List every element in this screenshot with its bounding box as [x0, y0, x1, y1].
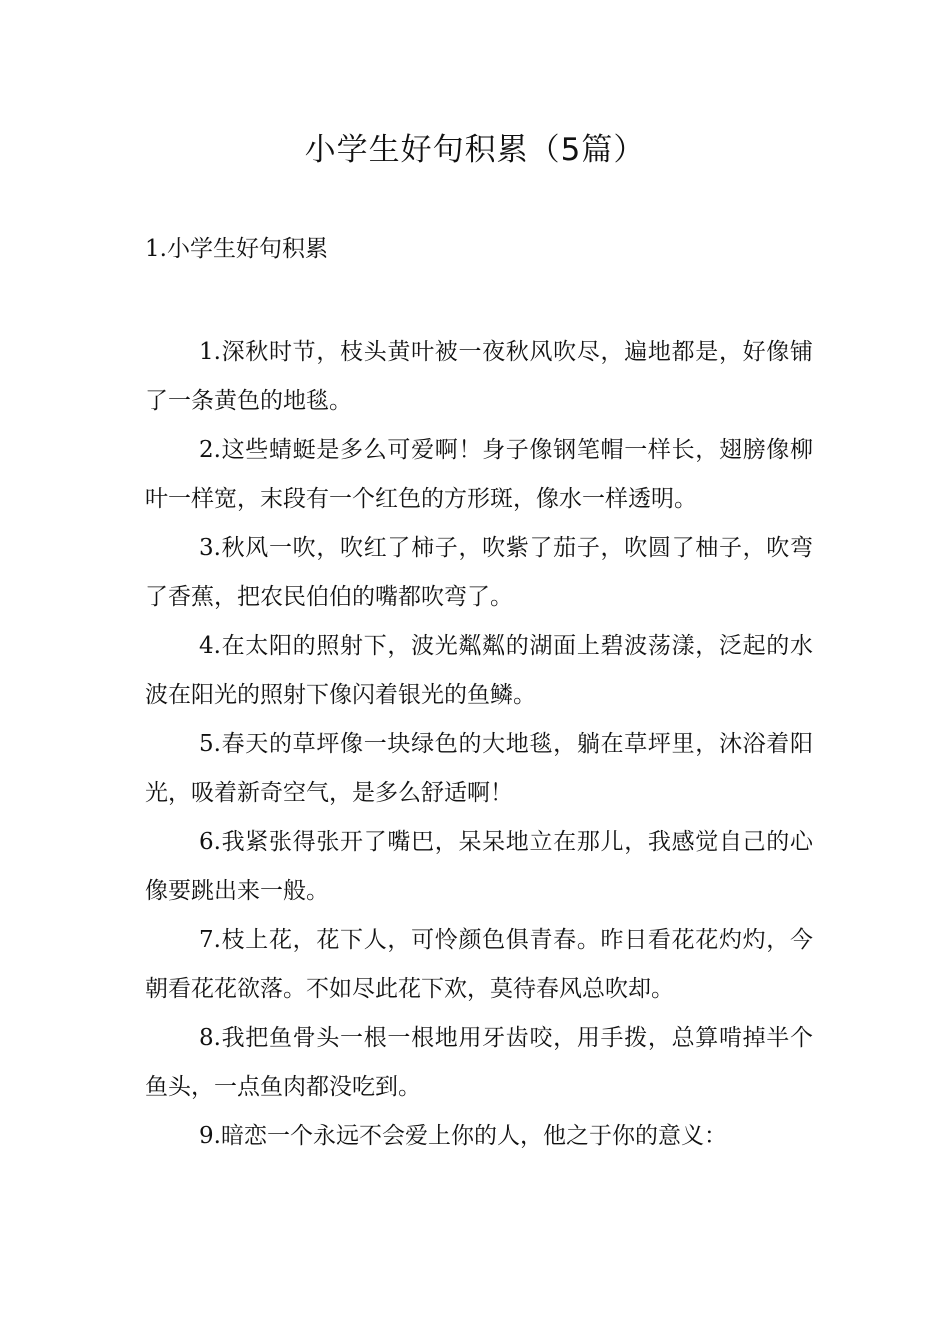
sentence-list: [145, 328, 813, 1161]
sentence-item: 1.深秋时节，枝头黄叶被一夜秋风吹尽，遍地都是，好像铺了一条黄色的地毯。: [145, 339, 813, 414]
sentence-item: 6.我紧张得张开了嘴巴，呆呆地立在那儿，我感觉自己的心像要跳出来一般。: [145, 829, 813, 904]
sentence-item: 8.我把鱼骨头一根一根地用牙齿咬，用手拨，总算啃掉半个鱼头，一点鱼肉都没吃到。: [145, 1025, 813, 1100]
sentence-item: 4.在太阳的照射下，波光粼粼的湖面上碧波荡漾，泛起的水波在阳光的照射下像闪着银光的鱼鳞。: [145, 633, 813, 708]
sentence-item: 7.枝上花，花下人，可怜颜色俱青春。昨日看花花灼灼，今朝看花花欲落。不如尽此花下欢，莫待春风总吹却。: [145, 927, 813, 1002]
sentence-item: 5.春天的草坪像一块绿色的大地毯，躺在草坪里，沐浴着阳光，吸着新奇空气，是多么舒适啊！: [145, 731, 813, 806]
sentence-item: 3.秋风一吹，吹红了柿子，吹紫了茄子，吹圆了柚子，吹弯了香蕉，把农民伯伯的嘴都吹弯了。: [145, 535, 813, 610]
document-title: 小学生好句积累（5篇）: [304, 132, 646, 168]
sentence-item: 2.这些蜻蜓是多么可爱啊！身子像钢笔帽一样长，翅膀像柳叶一样宽，末段有一个红色的方形斑，像水一样透明。: [145, 437, 813, 512]
sentence-item: 9.暗恋一个永远不会爱上你的人，他之于你的意义：: [199, 1123, 727, 1149]
section-heading: 1.小学生好句积累: [145, 236, 328, 262]
